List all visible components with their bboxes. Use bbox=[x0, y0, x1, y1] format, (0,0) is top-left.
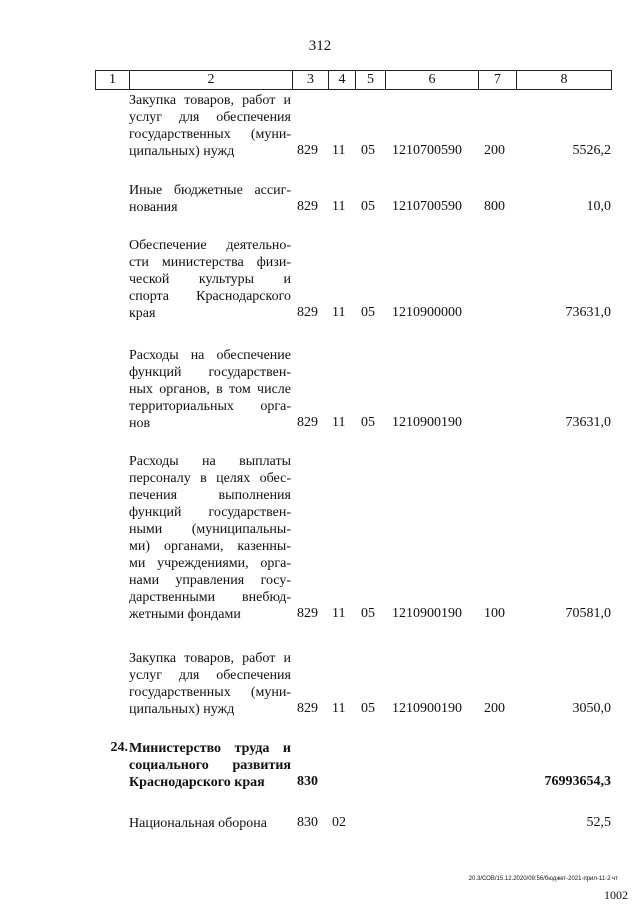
row-name-line: Министерство труда и bbox=[129, 741, 291, 756]
cell-c3: 829 bbox=[297, 701, 318, 716]
row-name-line: Закупка товаров, работ и bbox=[129, 651, 291, 666]
table-row bbox=[95, 92, 612, 160]
cell-c5: 05 bbox=[361, 305, 375, 320]
header-cell-4: 4 bbox=[329, 71, 356, 89]
cell-c8: 73631,0 bbox=[565, 415, 611, 430]
row-name bbox=[129, 237, 291, 322]
row-name-line: дарственными внебюд- bbox=[129, 590, 291, 605]
row-name-line: функций государствен- bbox=[129, 505, 291, 520]
row-name bbox=[129, 815, 291, 832]
row-name-line: услуг для обеспечения bbox=[129, 110, 291, 125]
row-name-line: сти министерства физи- bbox=[129, 255, 291, 270]
cell-c4: 11 bbox=[332, 701, 346, 716]
row-name-line: персоналу в целях обес- bbox=[129, 471, 291, 486]
row-name-line: социального развития bbox=[129, 758, 291, 773]
cell-c6: 1210900190 bbox=[392, 701, 462, 716]
row-name bbox=[129, 740, 291, 791]
header-cell-2: 2 bbox=[130, 71, 293, 89]
cell-c3: 829 bbox=[297, 415, 318, 430]
cell-c7: 100 bbox=[484, 606, 505, 621]
row-name-line: спорта Краснодарского bbox=[129, 289, 291, 304]
table-row bbox=[95, 650, 612, 718]
cell-c4: 11 bbox=[332, 606, 346, 621]
cell-c3: 830 bbox=[297, 815, 318, 830]
cell-c4: 02 bbox=[332, 815, 346, 830]
cell-c7: 800 bbox=[484, 199, 505, 214]
cell-c5: 05 bbox=[361, 606, 375, 621]
page-number: 312 bbox=[308, 38, 332, 54]
row-name bbox=[129, 650, 291, 718]
cell-c6: 1210700590 bbox=[392, 143, 462, 158]
table-header-row bbox=[95, 70, 612, 90]
table-row bbox=[95, 237, 612, 322]
footer-page-number: 1002 bbox=[604, 888, 628, 902]
row-name-line: ных органов, в том числе bbox=[129, 382, 291, 397]
row-name-line: Краснодарского края bbox=[129, 775, 265, 790]
row-name-line: ми учреждениями, орга- bbox=[129, 556, 291, 571]
row-name-line: ципальных) нужд bbox=[129, 144, 235, 159]
cell-c3: 829 bbox=[297, 199, 318, 214]
row-name-line: Обеспечение деятельно- bbox=[129, 238, 291, 253]
cell-c5: 05 bbox=[361, 199, 375, 214]
table-row bbox=[95, 740, 612, 791]
row-name-line: функций государствен- bbox=[129, 365, 291, 380]
row-name bbox=[129, 92, 291, 160]
header-cell-3: 3 bbox=[293, 71, 329, 89]
cell-c4: 11 bbox=[332, 199, 346, 214]
row-name-line: Расходы на выплаты bbox=[129, 454, 291, 469]
cell-c4: 11 bbox=[332, 305, 346, 320]
cell-c3: 829 bbox=[297, 143, 318, 158]
cell-c7: 200 bbox=[484, 701, 505, 716]
header-cell-6: 6 bbox=[386, 71, 479, 89]
row-name-line: Национальная оборона bbox=[129, 816, 267, 831]
row-name-line: печения выполнения bbox=[129, 488, 291, 503]
cell-c8: 70581,0 bbox=[565, 606, 611, 621]
cell-c4: 11 bbox=[332, 143, 346, 158]
row-name-line: края bbox=[129, 306, 156, 321]
row-name-line: жетными фондами bbox=[129, 607, 241, 622]
cell-c5: 05 bbox=[361, 143, 375, 158]
row-name-line: ческой культуры и bbox=[129, 272, 291, 287]
cell-c3: 829 bbox=[297, 606, 318, 621]
table-row bbox=[95, 453, 612, 623]
row-name-line: нования bbox=[129, 200, 178, 215]
row-name bbox=[129, 347, 291, 432]
cell-c5: 05 bbox=[361, 701, 375, 716]
row-name-line: территориальных орга- bbox=[129, 399, 291, 414]
row-name-line: Расходы на обеспечение bbox=[129, 348, 291, 363]
header-cell-5: 5 bbox=[356, 71, 386, 89]
cell-c6: 1210900190 bbox=[392, 606, 462, 621]
cell-c6: 1210900190 bbox=[392, 415, 462, 430]
table-row bbox=[95, 815, 612, 832]
cell-c8: 52,5 bbox=[586, 815, 611, 830]
cell-c6: 1210700590 bbox=[392, 199, 462, 214]
row-name-line: услуг для обеспечения bbox=[129, 668, 291, 683]
cell-c8: 10,0 bbox=[586, 199, 611, 214]
row-name bbox=[129, 453, 291, 623]
row-name-line: Иные бюджетные ассиг- bbox=[129, 183, 291, 198]
row-name-line: нов bbox=[129, 416, 151, 431]
row-name-line: ми) органами, казенны- bbox=[129, 539, 291, 554]
row-name-line: Закупка товаров, работ и bbox=[129, 93, 291, 108]
cell-c6: 1210900000 bbox=[392, 305, 462, 320]
cell-c4: 11 bbox=[332, 415, 346, 430]
header-cell-8: 8 bbox=[560, 72, 568, 87]
header-cell-1: 1 bbox=[96, 71, 130, 89]
row-name-line: ципальных) нужд bbox=[129, 702, 235, 717]
header-cell-7: 7 bbox=[479, 71, 517, 89]
row-number: 24. bbox=[110, 740, 128, 755]
footer-code: 20.3/СОВ/15.12.2020/09:56/бюджет-2021-прил-11-2 чт bbox=[468, 876, 618, 882]
cell-c7: 200 bbox=[484, 143, 505, 158]
row-name-line: государственных (муни- bbox=[129, 127, 291, 142]
row-name-line: государственных (муни- bbox=[129, 685, 291, 700]
cell-c8: 5526,2 bbox=[572, 143, 611, 158]
cell-c8: 76993654,3 bbox=[544, 774, 611, 789]
cell-c8: 3050,0 bbox=[572, 701, 611, 716]
row-name-line: ными (муниципальны- bbox=[129, 522, 291, 537]
table-row bbox=[95, 347, 612, 432]
cell-c5: 05 bbox=[361, 415, 375, 430]
cell-c8: 73631,0 bbox=[565, 305, 611, 320]
row-name bbox=[129, 182, 291, 216]
cell-c3: 830 bbox=[297, 774, 318, 789]
table-row bbox=[95, 182, 612, 216]
cell-c3: 829 bbox=[297, 305, 318, 320]
row-name-line: нами управления госу- bbox=[129, 573, 291, 588]
